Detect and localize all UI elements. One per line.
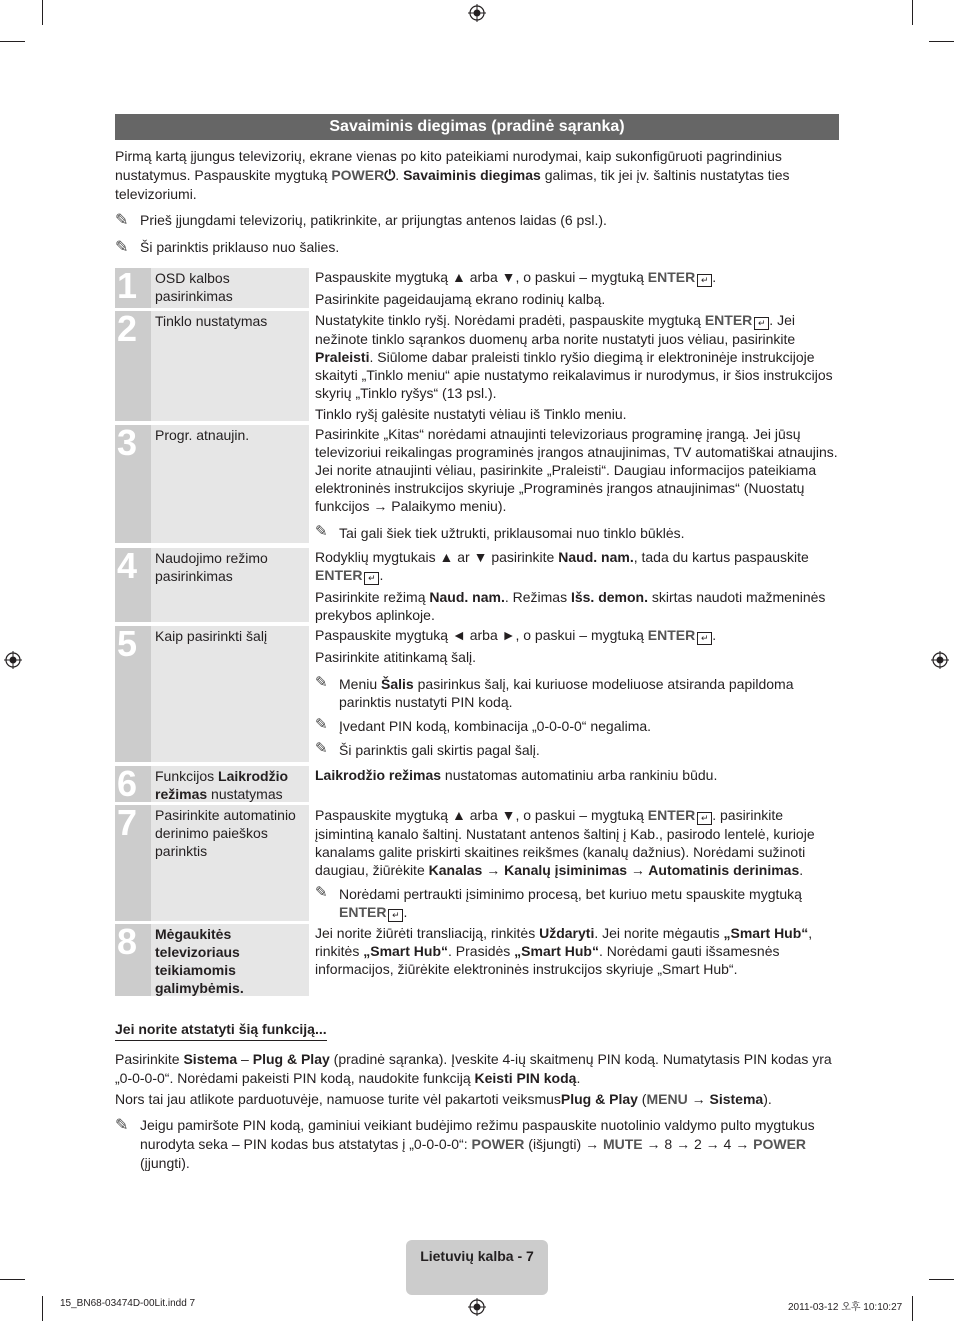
note-pen-icon: ✎ — [115, 212, 129, 229]
step-label: OSD kalbos pasirinkimas — [151, 268, 309, 308]
step-label: Tinklo nustatymas — [151, 311, 309, 421]
note-country: ✎ Ši parinktis priklauso nuo šalies. — [115, 239, 340, 256]
step-label: Kaip pasirinkti šalį — [151, 626, 309, 762]
crop-mark — [912, 1296, 913, 1321]
registration-mark-icon — [4, 651, 22, 669]
crop-mark — [912, 0, 913, 25]
slug-filename: 15_BN68-03474D-00Lit.indd 7 — [60, 1298, 196, 1309]
reset-heading: Jei norite atstatyti šią funkciją... — [115, 1021, 327, 1041]
step-number: 1 — [115, 268, 151, 308]
crop-mark — [929, 1279, 954, 1280]
step-number: 2 — [115, 311, 151, 421]
step-2 — [115, 308, 839, 422]
note-pen-icon: ✎ — [315, 674, 328, 691]
step-label: Funkcijos Laikrodžio režimas nustatymas — [151, 766, 309, 802]
crop-mark — [42, 1296, 43, 1321]
step-1 — [115, 265, 839, 308]
step-description: Nustatykite tinklo ryšį. Norėdami pradėti, paspauskite mygtuką ENTER ↵ . Jei nežinote tinklo sąrankos duomenų arba norite nustatyti juos vėliau, pasirinkite Praleisti. Siūlome dabar praleisti tinklo ryšio diegimą ir elektroninėje instrukcijoje skaityti „Tinklo meniu“ apie nustatymo reikalavimus ir nurodymus, ir šios instrukcijos skyrių „Tinklo ryšys“ (13 psl.). Tinklo ryšį galėsite nustatyti vėliau iš Tinklo meniu. — [315, 312, 833, 422]
slug-timestamp: 2011-03-12 오후 10:10:27 — [788, 1302, 903, 1313]
crop-mark — [0, 1279, 25, 1280]
page-footer: Lietuvių kalba - 7 — [406, 1240, 548, 1295]
step-description: Laikrodžio režimas nustatomas automatiniu arba rankiniu būdu. — [315, 767, 718, 783]
step-7 — [115, 802, 839, 921]
enter-icon: ↵ — [697, 812, 712, 825]
section-title: Savaiminis diegimas (pradinė sąranka) — [115, 114, 839, 140]
step-label: Naudojimo režimo pasirinkimas — [151, 548, 309, 622]
intro-paragraph: Pirmą kartą įjungus televizorių, ekrane vienas po kito pateikiami nurodymai, kaip sukonfigūruoti pagrindinius nustatymus. Paspauskite mygtuką POWER⏻. Savaiminis diegimas galimas, tik jei įv. šaltinis nustatytas ties televizoriumi. — [115, 148, 790, 202]
step-6 — [115, 763, 839, 804]
note-pen-icon: ✎ — [315, 716, 328, 733]
note-pen-icon: ✎ — [315, 884, 328, 901]
step-number: 3 — [115, 425, 151, 543]
step-3 — [115, 422, 839, 543]
enter-icon: ↵ — [364, 572, 379, 585]
registration-mark-icon — [468, 4, 486, 22]
note-pen-icon: ✎ — [315, 740, 328, 757]
step-description: Paspauskite mygtuką ▲ arba ▼, o paskui – mygtuką ENTER ↵ . pasirinkite įsimintiną kanalo šaltinį. Nustatant antenos šaltinį į Kab., pasirodo lentelė, kurioje kanalams galite priskirti skaitines reikšmes (kanalų dažnius). Norėdami sužinoti daugiau, žiūrėkite Kanalas → Kanalų įsiminimas → Automatinis derinimas. ✎ Norėdami pertraukti įsiminimo procesą, bet kuriuo metu spauskite mygtuką ENTER ↵ . — [315, 807, 815, 920]
step-description: Paspauskite mygtuką ◄ arba ►, o paskui – mygtuką ENTER ↵ . Pasirinkite atitinkamą šalį. ✎ Meniu Šalis pasirinkus šalį, kai kuriuose modeliuose atsiranda papildoma parinktis nustatyti PIN kodą. ✎ Įvedant PIN kodą, kombinacija „0-0-0-0“ negalima. ✎ Ši parinktis gali skirtis pagal šalį. — [315, 627, 794, 758]
step-label: Pasirinkite automatinio derinimo paieškos parinktis — [151, 805, 309, 921]
step-description: Rodyklių mygtukais ▲ ar ▼ pasirinkite Naud. nam., tada du kartus paspauskite ENTER ↵ . Pasirinkite režimą Naud. nam.. Režimas Išs. demon. skirtas naudoti mažmeninės prekybos aplinkoje. — [315, 549, 826, 623]
power-icon: ⏻ — [384, 167, 396, 183]
reset-paragraph-2: Nors tai jau atlikote parduotuvėje, namuose turite vėl pakartoti veiksmusPlug & Play (MENU → Sistema). — [115, 1091, 772, 1107]
crop-mark — [0, 41, 25, 42]
note-pen-icon: ✎ — [315, 523, 328, 540]
step-description: Jei norite žiūrėti transliaciją, rinkitės Uždaryti. Jei norite mėgautis „Smart Hub“, rinkitės „Smart Hub“. Prasidės „Smart Hub“. Norėdami gauti išsamesnės informacijos, žiūrėkite elektroninės instrukcijos skyriuje „Smart Hub“. — [315, 925, 813, 977]
step-description: Pasirinkite „Kitas“ norėdami atnaujinti televizoriaus programinę įrangą. Jei jūsų televizoriui reikalingas programinės įrangos atnaujinimas, TV automatiškai atnaujins. Jei norite atnaujinti vėliau, pasirinkite „Praleisti“. Daugiau informacijos pateikiama elektroninės instrukcijos skyriuje „Programinės įrangos atnaujinimas“ (Nuostatų funkcijos → Palaikymo meniu). ✎ Tai gali šiek tiek užtrukti, priklausomai nuo tinklo būklės. — [315, 426, 838, 541]
note-pen-icon: ✎ — [115, 239, 129, 256]
enter-icon: ↵ — [697, 632, 712, 645]
step-description: Paspauskite mygtuką ▲ arba ▼, o paskui – mygtuką ENTER ↵ . Pasirinkite pageidaujamą ekrano rodinių kalbą. — [315, 269, 717, 307]
reset-paragraph: Pasirinkite Sistema – Plug & Play (pradinė sąranka). Įveskite 4-ių skaitmenų PIN kodą. Numatytasis PIN kodas yra „0-0-0-0“. Norėdami pakeisti PIN kodą, naudokite funkciją Keisti PIN kodą. — [115, 1051, 832, 1086]
registration-mark-icon — [931, 651, 949, 669]
step-number: 5 — [115, 626, 151, 762]
note-pen-icon: ✎ — [115, 1117, 129, 1134]
step-number: 4 — [115, 548, 151, 622]
step-label: Mėgaukitės televizoriaus teikiamomis galimybėmis. — [151, 924, 309, 996]
enter-icon: ↵ — [697, 274, 712, 287]
note-antenna: ✎ Prieš įjungdami televizorių, patikrinkite, ar prijungtas antenos laidas (6 psl.). — [115, 212, 607, 229]
step-number: 8 — [115, 924, 151, 996]
step-5 — [115, 623, 839, 762]
step-8 — [115, 921, 839, 996]
step-number: 7 — [115, 805, 151, 921]
registration-mark-icon — [468, 1298, 486, 1316]
step-4 — [115, 545, 839, 623]
note-forgot-pin: ✎ Jeigu pamiršote PIN kodą, gaminiui veikiant budėjimo režimu paspauskite nuotolinio valdymo pulto mygtukus nurodyta seka – PIN kodas bus atstatytas į „0-0-0-0“: POWER (išjungti) → MUTE → 8 → 2 → 4 → POWER (įjungti). — [115, 1117, 815, 1171]
crop-mark — [929, 41, 954, 42]
step-number: 6 — [115, 766, 151, 802]
enter-icon: ↵ — [388, 909, 403, 922]
enter-icon: ↵ — [754, 317, 769, 330]
crop-mark — [42, 0, 43, 25]
step-label: Progr. atnaujin. — [151, 425, 309, 543]
